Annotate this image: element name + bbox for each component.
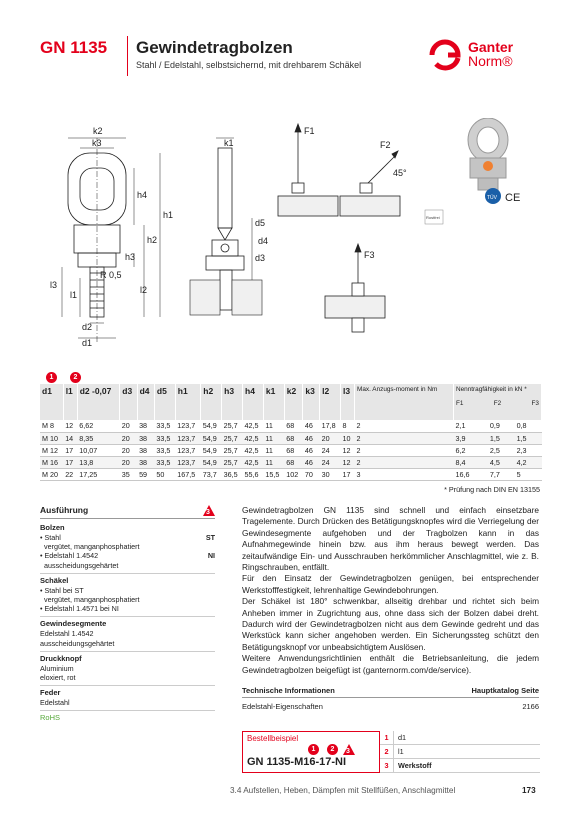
- material-row: [40, 629, 215, 638]
- table-header-cell: k3: [303, 384, 320, 420]
- rostfrei-badge: [425, 210, 443, 224]
- material-text: • Edelstahl 1.4542: [40, 551, 99, 561]
- table-cell: 46: [303, 456, 320, 468]
- order-legend-number: 3: [380, 759, 394, 773]
- header-divider: [127, 36, 128, 76]
- table-cell: 20: [320, 432, 341, 444]
- table-cell: 38: [137, 420, 154, 432]
- table-cell: 20: [120, 432, 137, 444]
- table-cell: 12: [63, 420, 77, 432]
- order-example-title: Bestellbeispiel: [247, 734, 299, 743]
- table-row: [40, 456, 542, 468]
- technical-info-header: [242, 686, 539, 698]
- table-cell: M 10: [40, 432, 63, 444]
- table-cell: 68: [284, 456, 303, 468]
- table-cell: 8: [341, 420, 355, 432]
- force-f3: F3: [364, 250, 375, 260]
- table-cell: 11: [263, 420, 284, 432]
- dim-d2: d2: [82, 322, 93, 332]
- material-text: vergütet, manganphosphatiert: [40, 595, 140, 605]
- table-cell: 3: [355, 468, 454, 480]
- dim-l2: l2: [140, 285, 148, 295]
- order-marker-2: 2: [327, 744, 338, 755]
- spec-table: [40, 384, 542, 481]
- table-footnote: * Prüfung nach DIN EN 13155: [444, 485, 540, 494]
- table-cell: 123,7: [175, 444, 201, 456]
- table-cell: 46: [303, 420, 320, 432]
- table-header-cell: d2 -0,07: [77, 384, 120, 420]
- table-cell: 5: [515, 468, 542, 480]
- technical-info-row[interactable]: [242, 698, 539, 711]
- table-header-cell: k2: [284, 384, 303, 420]
- description-paragraph: Für den Einsatz der Gewindetragbolzen genügen, bei entsprechender Werkstofffestigkeit, lehrenhaltige Gewindebohrungen.: [242, 573, 539, 595]
- catalog-page-title: Hauptkatalog Seite: [471, 686, 539, 695]
- table-cell: 68: [284, 420, 303, 432]
- material-code: NI: [207, 551, 215, 561]
- table-cell: 25,7: [222, 420, 243, 432]
- material-row: [40, 561, 215, 570]
- dim-h1: h1: [163, 210, 174, 220]
- table-cell: 1,5: [515, 432, 542, 444]
- ausfuehrung-panel: [40, 505, 215, 722]
- material-row: [40, 604, 215, 613]
- order-example: [242, 731, 380, 773]
- table-header-cell: l2: [320, 384, 341, 420]
- material-group-title: Schäkel: [40, 575, 69, 585]
- table-cell: 6,62: [77, 420, 120, 432]
- material-text: Edelstahl 1.4542: [40, 629, 94, 639]
- load-view-f1: [278, 124, 338, 216]
- load-subheader: F2: [493, 399, 502, 407]
- material-group-title: Bolzen: [40, 523, 65, 532]
- table-cell: M 8: [40, 420, 63, 432]
- table-cell: 50: [154, 468, 175, 480]
- table-cell: 30: [320, 468, 341, 480]
- material-row: [40, 664, 215, 673]
- page-number: 173: [522, 786, 536, 795]
- load-view-f2: [340, 151, 400, 216]
- material-group-title: Druckknopf: [40, 653, 82, 663]
- table-cell: 3,9: [453, 432, 487, 444]
- table-cell: M 20: [40, 468, 63, 480]
- table-cell: 35: [120, 468, 137, 480]
- table-cell: 20: [120, 456, 137, 468]
- table-cell: 2,1: [453, 420, 487, 432]
- dim-k3: k3: [92, 138, 102, 148]
- dim-h4: h4: [137, 190, 148, 200]
- table-cell: 25,7: [222, 456, 243, 468]
- material-row: [40, 595, 215, 604]
- load-header-title: Nenntragfähigkeit in kN *: [455, 386, 527, 393]
- table-cell: 38: [137, 444, 154, 456]
- material-row: [40, 639, 215, 648]
- table-cell: 33,5: [154, 456, 175, 468]
- force-f1: F1: [304, 126, 315, 136]
- material-row: [40, 533, 215, 542]
- brand-logo: [428, 38, 543, 72]
- material-text: eloxiert, rot: [40, 673, 76, 683]
- order-legend-label: l1: [398, 747, 404, 756]
- order-legend-number: 2: [380, 745, 394, 759]
- table-header-cell: l1: [63, 384, 77, 420]
- order-legend-row: [380, 731, 540, 745]
- table-cell: 167,5: [175, 468, 201, 480]
- column-markers: [40, 372, 542, 384]
- material-code: ST: [205, 533, 215, 542]
- material-text: vergütet, manganphosphatiert: [40, 542, 140, 552]
- table-cell: 59: [137, 468, 154, 480]
- table-cell: 17,8: [320, 420, 341, 432]
- material-group: [40, 686, 215, 711]
- table-cell: 7,7: [488, 468, 515, 480]
- ausfuehrung-title: Ausführung: [40, 505, 89, 515]
- load-view-f3: [325, 244, 385, 332]
- order-legend-number: 1: [380, 731, 394, 745]
- order-legend-label: d1: [398, 733, 407, 742]
- table-header-cell: h1: [175, 384, 201, 420]
- table-cell: 33,5: [154, 420, 175, 432]
- product-code: GN 1135: [40, 38, 108, 57]
- table-cell: 17: [63, 444, 77, 456]
- table-cell: 10: [341, 432, 355, 444]
- table-cell: 2,3: [515, 444, 542, 456]
- ausfuehrung-marker-text: 3: [206, 509, 210, 516]
- table-cell: 42,5: [243, 432, 264, 444]
- table-cell: M 12: [40, 444, 63, 456]
- rostfrei-text: Rostfrei: [426, 215, 440, 220]
- tuv-badge: [485, 188, 501, 204]
- table-cell: 38: [137, 432, 154, 444]
- ce-mark: CE: [505, 192, 521, 204]
- column-marker-2: 2: [70, 372, 81, 383]
- table-cell: 25,7: [222, 432, 243, 444]
- material-row: [40, 673, 215, 682]
- table-cell: 42,5: [243, 456, 264, 468]
- table-cell: 2: [355, 444, 454, 456]
- dim-d1: d1: [82, 338, 93, 348]
- load-subheader: F1: [455, 399, 464, 407]
- table-cell: 25,7: [222, 444, 243, 456]
- table-cell: 46: [303, 432, 320, 444]
- order-legend: [380, 731, 540, 773]
- table-cell: 24: [320, 444, 341, 456]
- table-header-cell: d4: [137, 384, 154, 420]
- table-cell: 54,9: [201, 432, 222, 444]
- description-paragraph: Gewindetragbolzen GN 1135 sind schnell und einfach einsetzbare Tragelemente. Durch Drücken des Betätigungsknopfes wird die Verriegelung der Gewindesegmente aufgehoben und der Tragbolzen kann in das Aufnahmegewinde hinein bzw. aus ihm heraus bewegt werden. Das zeitaufwändige Ein- und Ausschrauben herkömmlicher Anschlagmittel, wie z. B. Ringschrauben, entfällt.: [242, 505, 539, 573]
- description: [242, 505, 539, 676]
- ausfuehrung-marker: [203, 505, 215, 516]
- table-cell: 17: [63, 456, 77, 468]
- table-cell: 42,5: [243, 444, 264, 456]
- brand-mark-icon: [428, 38, 464, 72]
- order-marker-1: 1: [308, 744, 319, 755]
- dim-radius: R 0,5: [100, 270, 122, 280]
- table-cell: 42,5: [243, 420, 264, 432]
- table-header-cell: l3: [341, 384, 355, 420]
- table-cell: 33,5: [154, 432, 175, 444]
- table-cell: 102: [284, 468, 303, 480]
- table-cell: 123,7: [175, 432, 201, 444]
- material-row: [40, 542, 215, 551]
- table-cell: 4,5: [488, 456, 515, 468]
- table-cell: 1,5: [488, 432, 515, 444]
- dim-d3: d3: [255, 253, 266, 263]
- table-cell: 123,7: [175, 420, 201, 432]
- table-cell: 24: [320, 456, 341, 468]
- material-text: Aluminium: [40, 663, 74, 673]
- table-cell: 12: [341, 456, 355, 468]
- dim-d5: d5: [255, 218, 266, 228]
- table-row: [40, 420, 542, 432]
- dim-k1: k1: [224, 138, 234, 148]
- table-row: [40, 444, 542, 456]
- table-cell: 46: [303, 444, 320, 456]
- load-subheader: F3: [531, 399, 539, 407]
- footer-section: 3.4 Aufstellen, Heben, Dämpfen mit Stellfüßen, Anschlagmittel: [230, 786, 456, 795]
- technical-info-title: Technische Informationen: [242, 686, 335, 695]
- table-cell: M 16: [40, 456, 63, 468]
- table-header-row: [40, 384, 542, 420]
- order-marker-3: [343, 744, 355, 755]
- material-text: • Stahl: [40, 533, 61, 542]
- table-cell: 36,5: [222, 468, 243, 480]
- material-text: Edelstahl: [40, 698, 70, 708]
- dim-d4: d4: [258, 236, 269, 246]
- table-cell: 12: [341, 444, 355, 456]
- table-cell: 11: [263, 456, 284, 468]
- table-cell: 14: [63, 432, 77, 444]
- table-row: [40, 432, 542, 444]
- technical-drawing: [40, 118, 540, 353]
- material-row: [40, 551, 215, 560]
- table-cell: 15,5: [263, 468, 284, 480]
- product-photo: [468, 118, 508, 190]
- table-header-moment: Max. Anzugs-moment in Nm: [355, 384, 454, 420]
- tuv-text: TÜV: [487, 195, 497, 201]
- rohs-label: RoHS: [40, 713, 61, 723]
- table-cell: 10,07: [77, 444, 120, 456]
- table-header-cell: k1: [263, 384, 284, 420]
- brand-name: Ganter: [468, 39, 514, 55]
- dim-h3: h3: [125, 252, 136, 262]
- material-groups: [40, 521, 215, 711]
- material-text: ausscheidungsgehärtet: [40, 638, 115, 648]
- table-cell: 8,4: [453, 456, 487, 468]
- table-cell: 2: [355, 420, 454, 432]
- table-cell: 73,7: [201, 468, 222, 480]
- table-header-cell: d1: [40, 384, 63, 420]
- table-cell: 11: [263, 432, 284, 444]
- description-paragraph: Der Schäkel ist 180° schwenkbar, allseitig drehbar und richtet sich beim Anheben immer in Zugrichtung aus, ohne dass sich der Bolzen dabei dreht. Dadurch wird der Gewindetragbolzen nicht aus dem Gewinde gedreht und das Werkstück kann sicher angehoben werden. Ein Sicherungssteg schützt den Betätigungsknopf vor unbeabsichtigtem Auslösen.: [242, 596, 539, 652]
- table-cell: 6,2: [453, 444, 487, 456]
- spec-table-wrapper: [40, 372, 542, 481]
- dim-l1: l1: [70, 290, 78, 300]
- front-view: [62, 138, 160, 343]
- ausfuehrung-header: [40, 505, 215, 519]
- material-group: [40, 574, 215, 618]
- table-cell: 54,9: [201, 444, 222, 456]
- dim-l3: l3: [50, 280, 58, 290]
- material-text: • Stahl bei ST: [40, 585, 84, 595]
- table-header-cell: h3: [222, 384, 243, 420]
- table-cell: 8,35: [77, 432, 120, 444]
- table-cell: 0,9: [488, 420, 515, 432]
- table-row: [40, 468, 542, 480]
- table-cell: 13,8: [77, 456, 120, 468]
- table-header-cell: d5: [154, 384, 175, 420]
- technical-info: [242, 686, 539, 711]
- table-cell: 33,5: [154, 444, 175, 456]
- material-group-title: Feder: [40, 688, 61, 698]
- table-cell: 123,7: [175, 456, 201, 468]
- material-text: • Edelstahl 1.4571 bei NI: [40, 604, 119, 614]
- table-cell: 2: [355, 456, 454, 468]
- force-f2: F2: [380, 140, 391, 150]
- technical-info-page: 2166: [522, 702, 539, 711]
- table-cell: 17: [341, 468, 355, 480]
- material-row: [40, 586, 215, 595]
- order-legend-row: [380, 745, 540, 759]
- table-cell: 68: [284, 444, 303, 456]
- page-title: Gewindetragbolzen: [136, 38, 293, 57]
- table-cell: 54,9: [201, 420, 222, 432]
- table-cell: 16,6: [453, 468, 487, 480]
- table-cell: 55,6: [243, 468, 264, 480]
- table-cell: 68: [284, 432, 303, 444]
- material-group: [40, 521, 215, 574]
- material-group: [40, 652, 215, 686]
- angle-label: 45°: [393, 168, 407, 178]
- dim-h2: h2: [147, 235, 158, 245]
- page-subtitle: Stahl / Edelstahl, selbstsichernd, mit drehbarem Schäkel: [136, 60, 362, 70]
- order-example-code: GN 1135-M16-17-NI: [247, 756, 347, 768]
- order-legend-row: [380, 759, 540, 773]
- table-cell: 0,8: [515, 420, 542, 432]
- table-cell: 38: [137, 456, 154, 468]
- brand-norm: Norm®: [468, 53, 513, 69]
- table-cell: 2: [355, 432, 454, 444]
- table-cell: 17,25: [77, 468, 120, 480]
- material-text: ausscheidungsgehärtet: [40, 560, 119, 570]
- table-cell: 4,2: [515, 456, 542, 468]
- order-marker-3-text: 3: [346, 748, 350, 755]
- table-cell: 22: [63, 468, 77, 480]
- order-legend-label: Werkstoff: [398, 761, 432, 770]
- table-header-load: [453, 384, 541, 420]
- dim-k2: k2: [93, 126, 103, 136]
- table-body: [40, 420, 542, 480]
- table-cell: 2,5: [488, 444, 515, 456]
- table-cell: 20: [120, 444, 137, 456]
- table-cell: 11: [263, 444, 284, 456]
- material-group: [40, 617, 215, 651]
- table-cell: 20: [120, 420, 137, 432]
- table-header-cell: h2: [201, 384, 222, 420]
- drawing-svg: [40, 118, 540, 353]
- table-cell: 54,9: [201, 456, 222, 468]
- material-group-title: Gewindesegmente: [40, 619, 107, 629]
- material-row: [40, 698, 215, 707]
- load-subheaders: [456, 400, 539, 408]
- technical-info-item: Edelstahl-Eigenschaften: [242, 702, 323, 711]
- description-paragraph: Weitere Anwendungsrichtlinien enthält die Betriebsanleitung, die jedem Gewindetragbolzen beigefügt ist (ganternorm.com/de/service).: [242, 653, 539, 675]
- table-header-cell: d3: [120, 384, 137, 420]
- table-header-cell: h4: [243, 384, 264, 420]
- column-marker-1: 1: [46, 372, 57, 383]
- table-cell: 70: [303, 468, 320, 480]
